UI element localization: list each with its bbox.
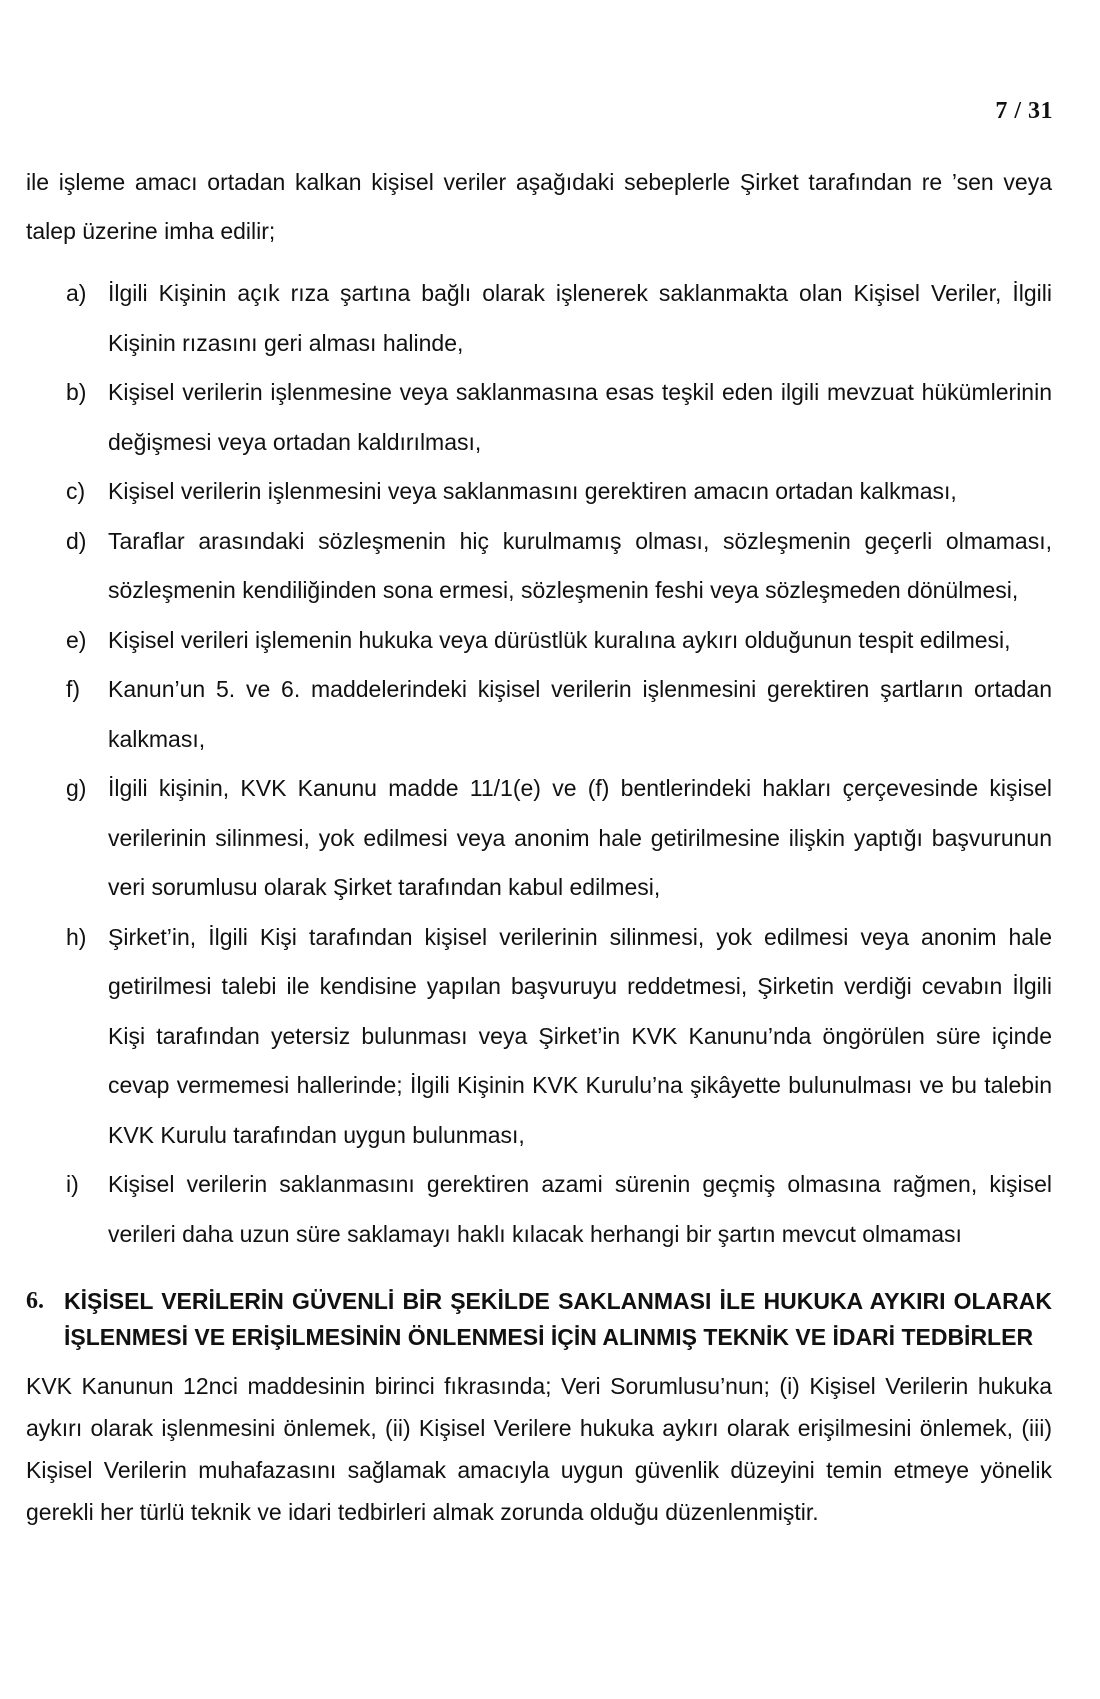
section-title: KİŞİSEL VERİLERİN GÜVENLİ BİR ŞEKİLDE SAKLANMASI İLE HUKUKA AYKIRI OLARAK İŞLENMESİ VE ERİŞİLMESİNİN ÖNLENMESİ İÇİN ALINMIŞ TEKNİK VE İDARİ TEDBİRLER	[64, 1288, 1052, 1350]
list-item-c	[66, 467, 1052, 517]
list-item-text: Kişisel verilerin saklanmasını gerektiren azami sürenin geçmiş olmasına rağmen, kişisel verileri daha uzun süre saklamayı haklı kılacak herhangi bir şartın mevcut olmaması	[108, 1171, 1052, 1247]
page-content	[26, 158, 1052, 1533]
page-number: 7 / 31	[995, 98, 1053, 124]
section-body-paragraph: KVK Kanunun 12nci maddesinin birinci fıkrasında; Veri Sorumlusu’nun; (i) Kişisel Verilerin hukuka aykırı olarak işlenmesini önlemek, (ii) Kişisel Verilere hukuka aykırı olarak erişilmesini önlemek, (iii) Kişisel Verilerin muhafazasını sağlamak amacıyla uygun güvenlik düzeyini temin etmeye yönelik gerekli her türlü teknik ve idari tedbirleri almak zorunda olduğu düzenlenmiştir.	[26, 1373, 1052, 1525]
section-number: 6.	[26, 1288, 44, 1314]
list-item-b	[66, 368, 1052, 467]
list-item-f	[66, 665, 1052, 764]
list-item-i	[66, 1160, 1052, 1259]
list-marker: f)	[66, 676, 81, 702]
list-marker: d)	[66, 527, 87, 554]
list-marker: h)	[66, 923, 87, 950]
list-marker: g)	[66, 775, 87, 801]
destruction-reasons-list	[26, 269, 1052, 1259]
list-item-text: Kanun’un 5. ve 6. maddelerindeki kişisel verilerin işlenmesini gerektiren şartların ortadan kalkması,	[108, 676, 1052, 752]
list-item-e	[66, 616, 1052, 666]
list-item-text: Taraflar arasındaki sözleşmenin hiç kurulmamış olması, sözleşmenin geçerli olmaması, sözleşmenin kendiliğinden sona ermesi, sözleşmenin feshi veya sözleşmeden dönülmesi,	[108, 527, 1052, 603]
list-item-text: Kişisel verileri işlemenin hukuka veya dürüstlük kuralına aykırı olduğunun tespit edilmesi,	[108, 626, 1011, 653]
list-item-text: Kişisel verilerin işlenmesini veya saklanmasını gerektiren amacın ortadan kalkması,	[108, 478, 957, 504]
list-item-text: Kişisel verilerin işlenmesine veya saklanmasına esas teşkil eden ilgili mevzuat hükümlerinin değişmesi veya ortadan kaldırılması,	[108, 379, 1052, 455]
intro-paragraph: ile işleme amacı ortadan kalkan kişisel veriler aşağıdaki sebeplerle Şirket tarafından re ’sen veya talep üzerine imha edilir;	[26, 169, 1052, 244]
list-marker: c)	[66, 478, 86, 504]
list-item-d	[66, 517, 1052, 616]
list-item-text: Şirket’in, İlgili Kişi tarafından kişisel verilerinin silinmesi, yok edilmesi veya anonim hale getirilmesi talebi ile kendisine yapılan başvuruyu reddetmesi, Şirketin verdiği cevabın İlgili Kişi tarafından yetersiz bulunması veya Şirket’in KVK Kanunu’nda öngörülen süre içinde cevap vermemesi hallerinde; İlgili Kişinin KVK Kurulu’na şikâyette bulunulması ve bu talebin KVK Kurulu tarafından uygun bulunması,	[108, 923, 1052, 1148]
list-marker: a)	[66, 280, 87, 306]
list-item-a	[66, 269, 1052, 368]
list-item-text: İlgili kişinin, KVK Kanunu madde 11/1(e) ve (f) bentlerindeki hakları çerçevesinde kişisel verilerinin silinmesi, yok edilmesi veya anonim hale getirilmesine ilişkin yaptığı başvurunun veri sorumlusu olarak Şirket tarafından kabul edilmesi,	[108, 775, 1052, 900]
list-item-g	[66, 764, 1052, 913]
list-item-text: İlgili Kişinin açık rıza şartına bağlı olarak işlenerek saklanmakta olan Kişisel Veriler, İlgili Kişinin rızasını geri alması halinde,	[108, 280, 1052, 356]
section-heading	[26, 1283, 1052, 1355]
list-marker: i)	[66, 1171, 79, 1197]
list-marker: e)	[66, 626, 87, 653]
list-item-h	[66, 913, 1052, 1161]
list-marker: b)	[66, 379, 87, 405]
